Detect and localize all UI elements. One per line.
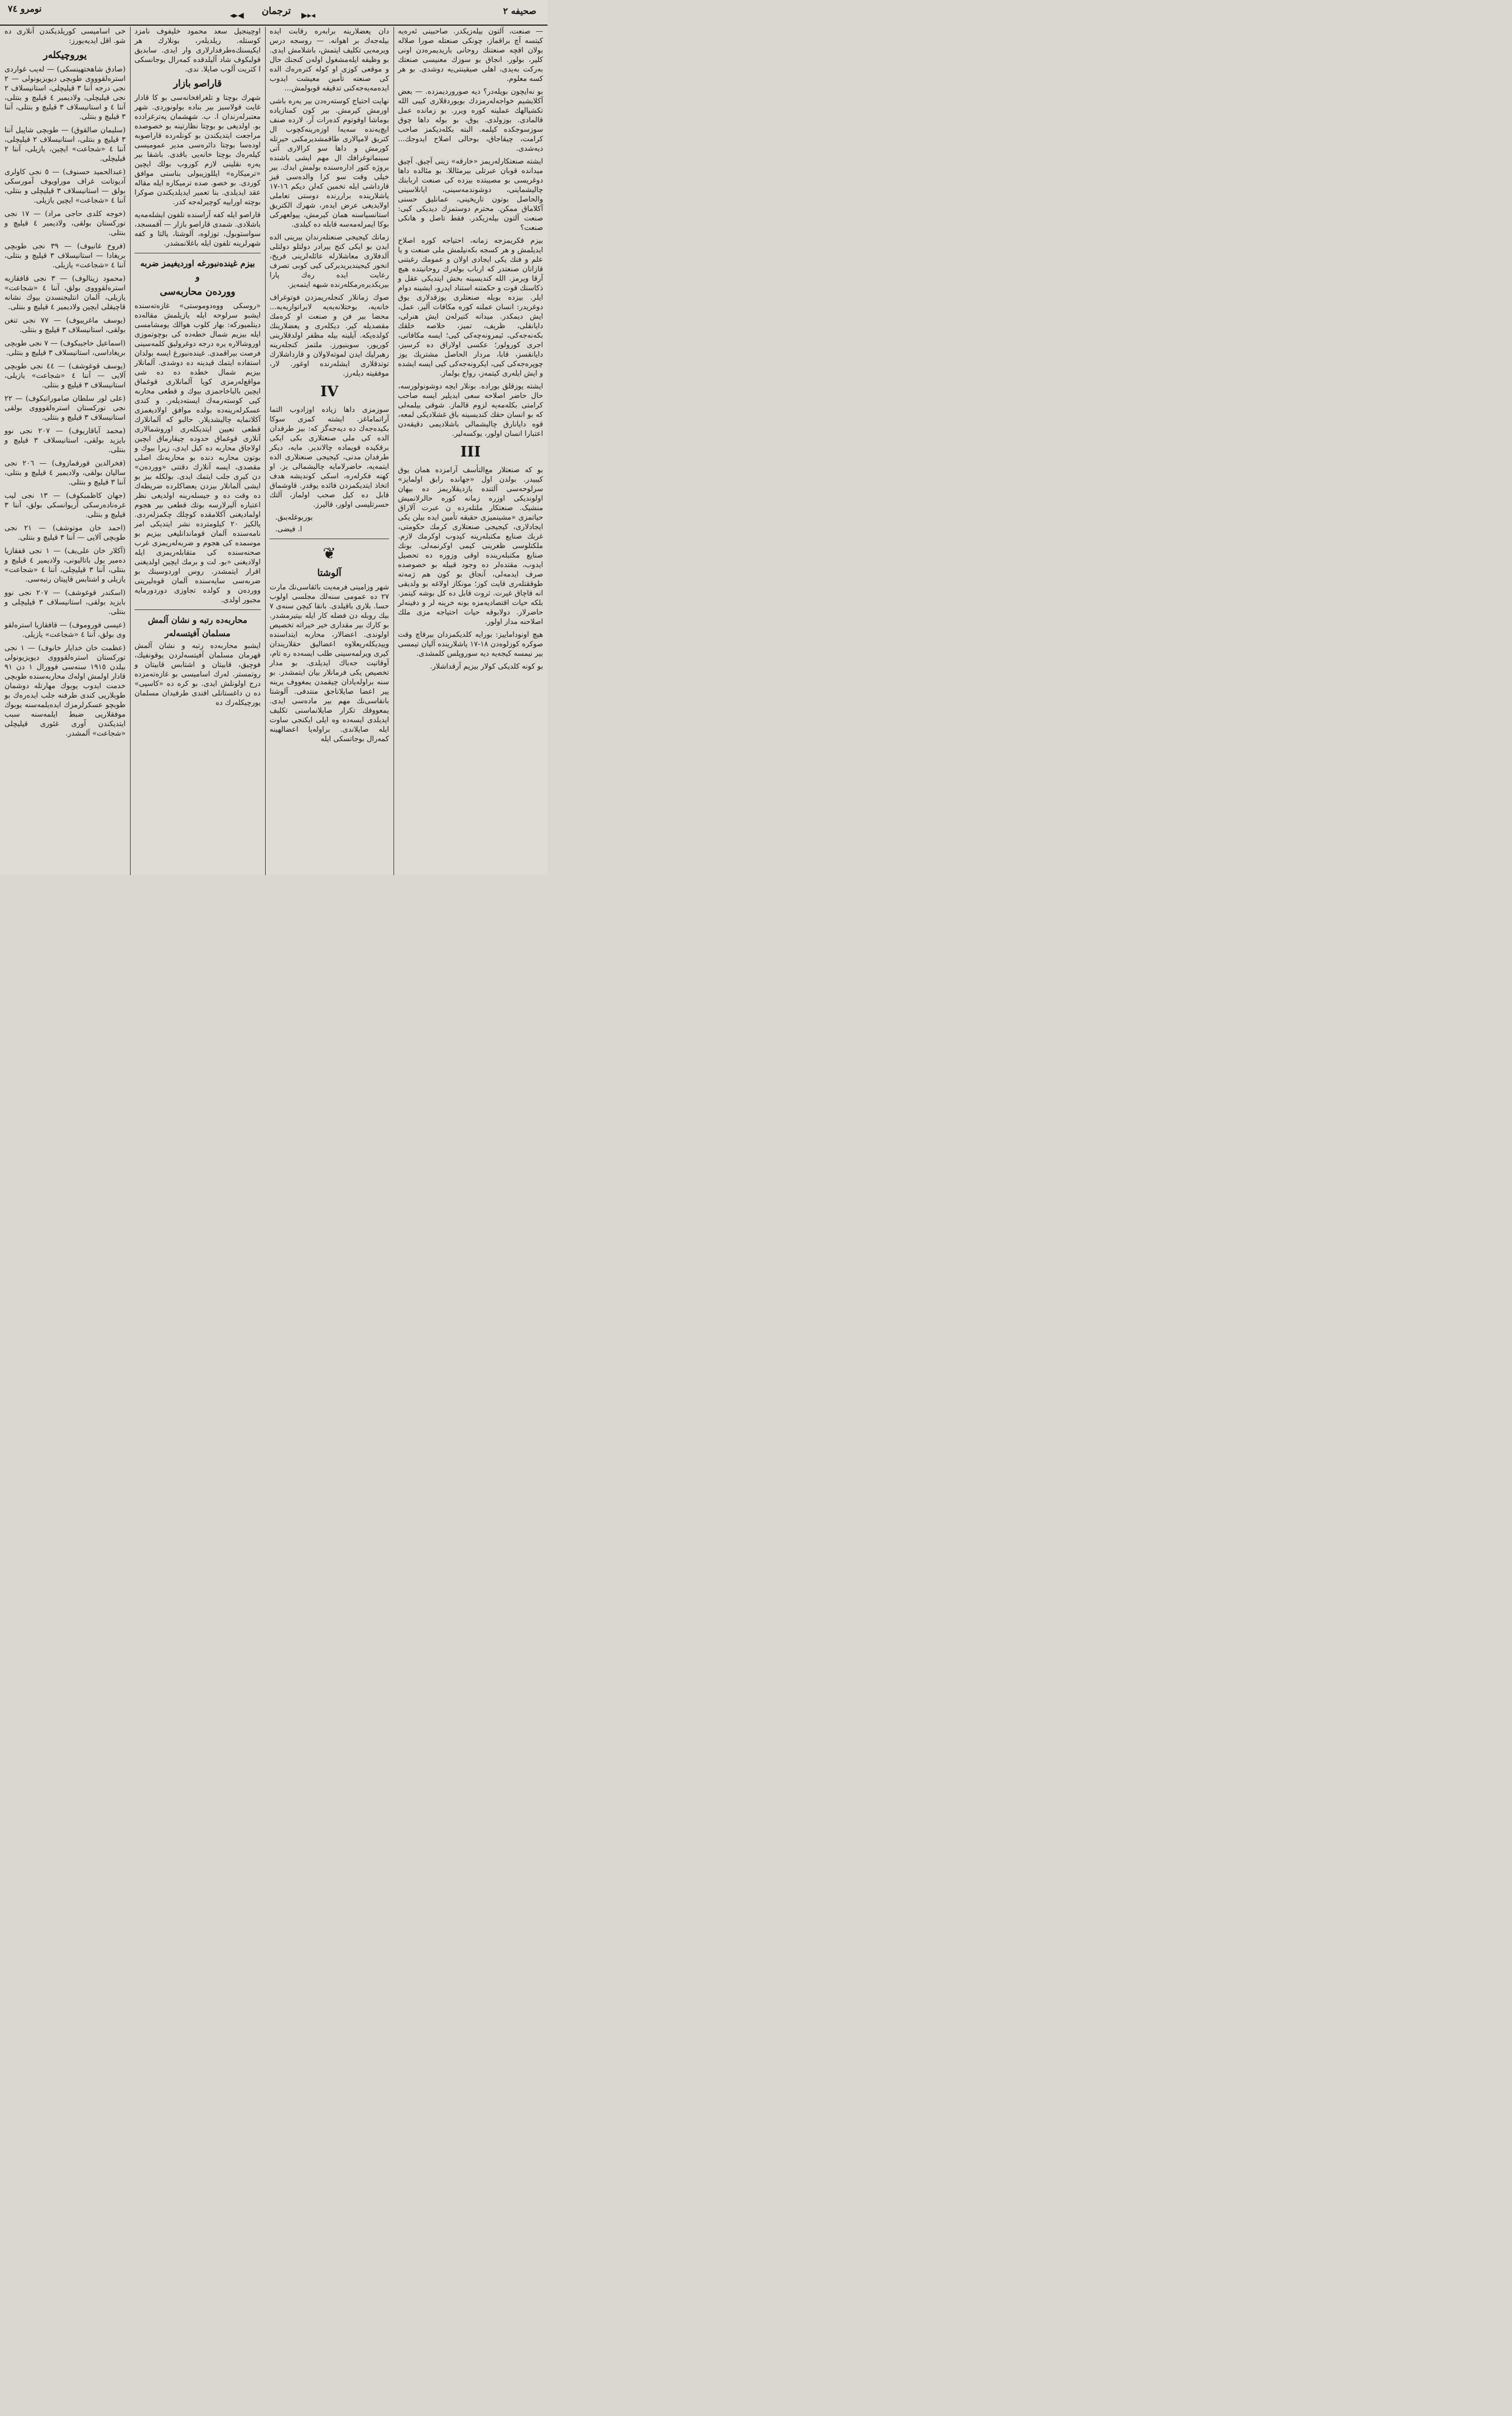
paragraph: ایشبو محاربه‌ده رتبه و نشان آلمش قهرمان مسلمان آفیتسەلردن یوقونفیك، فوچیق، قابیتان و اشتابس قابیتان و روتمستر. لەرك اسامیسی بو غازەتەمزده درج اولونلش ایدی. بو کره ده «کاسپی» ده ن داغستانلی افندی طرفیدان مسلمان یورچیکلەرك ده	[135, 642, 261, 707]
paragraph: نهایت احتیاج کوستەرەدن بیر یەرە باشی اورمش کیرمش. بیر کون کمنازیاده بوماشا اوقوتوم کدەرات آر. لارده صنف ایچ‌یەنده سه‌یەا اوزەرینه‌کچوب ال کتریق لامپالاری طاقمشدیرمکنی حیرتله کورمش و داها سو کرالاری آتی سینماتوغرافك ال مهم ایشی باشنده بروژه کتور ادارەسنده بولمش ایدك. بیر خیلی وقت سو کرا والدەسی قیز قارداشی ایله تخمین کەلن دیکم ۱٦-۱۷ یاشلاریندە براررنده دوستی تعاملی اولایدیغی عرض ایدەر، شهرك الکتریق استانسیاسنه همان کیرمش، ییولعهرکی بوکا ایمرلەمەسە قابله ده کیلدی.	[270, 97, 389, 229]
article-heading: یوروچیکلەر	[43, 50, 87, 61]
paragraph: خی اسامیسی کوریلدیکندن آنلاری ده شو. اقل ایدیه‌یورز:	[4, 27, 126, 45]
newspaper-title: ترجمان	[261, 6, 291, 17]
list-item: (یوسف ماغریبوف) — ۷۷ نجی تنغن بولقی، استانیسلاف ۳ قیلیچ و بنتلی.	[4, 316, 126, 334]
list-item: (اسکندر قوغوشف) — ۲۰۷ نجی نوو بایزید بولقی، استانیسلاف ۳ قیلیچلی و بنتلی.	[4, 589, 126, 616]
section-emblem-icon: ❦	[323, 544, 336, 563]
article-subheading: مسلمان آفیتسه‌لەر	[165, 628, 231, 638]
list-item: (جهان کاظمبکوف) — ۱۳ نجی لیب غرەنادەرسکی آریوانسکی بولق، آننا ۳ قیلیچ و بنتلی.	[4, 492, 126, 519]
column-4	[0, 27, 130, 875]
paragraph: بو کونه کلدیکی کولار بیزیم آرقداشلار.	[430, 662, 543, 671]
list-item: (فروخ غانیوف) — ۳۹ نجی طوبچی بریغادا — استانیسلاف ۳ قیلیچ و بنتلی، آننا ٤ «شجاعت» یازیلی.	[4, 242, 126, 270]
list-item: (سلیمان صالقوق) — طوبچی شاپیل آننا ۳ قیلیچ و بنتلی، استانیسلاف ۲ قیلیچلی، آننا ٤ «شجاعت» ایچین، یازیلی، آننا ۲ قیلیچلی.	[4, 126, 126, 163]
paragraph: صوك زمانلار کنجلەریمزدن فوتوغراف خانەیه، بوختلانەیه‌یه لابراتواریه‌یه... محضا بیر فن و صنعت او کرەمك مقصدیله کیر. دیکلەری و یعضلارینك کولدەیکە. آیلینه بیله مظفر اولدقلارینی کوریور، سوینیورز. ملتمز کنجلەرینه رهبرلیك ایدن لموته‌لاولان و قارداشلارك توتدقلاری ایشلەرنده اوغور. لار، موفقیته دیلەرز.	[270, 294, 389, 378]
article-heading: قاراصو بازار	[173, 78, 222, 89]
list-item: (فخرالدین قورقمازوف) — ۲۰٦ نجی سالیان بولقی، ولادیمیر ٤ قیلیچ و بنتلی، آننا ۳ قیلیچ و بنتلی.	[4, 459, 126, 487]
article-heading-conjunction: و	[195, 272, 200, 282]
paragraph: — صنعت، آلتون بیلەزیکدر. صاحبینی ئەرەیە کیتسە آچ براقماز، چونکی صنعتلە صورا صلالە بولان اقچه صنعتنك روحانی باریدیمرەدن اونی کلیر، بولور. انجاق بو سوزك معنیسی صنعتك بەرکت بەیدی، اهلی صیقینتی‌یه دوشدی. بو هر کسه معلوم.	[398, 27, 543, 83]
masthead	[0, 0, 548, 25]
column-3	[130, 27, 265, 875]
issue-number: نومرو ۷٤	[8, 3, 42, 14]
article-heading: آلوشتا	[317, 568, 342, 579]
list-item: (عبدالحمید حسنوف) — ٥ نجی کاولری آدیوتانت غراف موراویوف آمورسکی بولق — استانیسلاف ۳ قیلیچلی و بنتلی، آننا ٤ «شجاعت» ایچین یازیلی.	[4, 168, 126, 205]
paragraph: قاراصو ایله کفه آراسنده تلفون ایشلەمەیه باشلادی. شمدی قاراصو بازار — آقمسجد، سواستوبول، توزلوه، آلوشتا، یالتا و کفه شهرلرینه تلفون ایله باغلانمشدر.	[135, 211, 261, 248]
page-label: صحیفه ۲	[503, 6, 536, 16]
list-item: (اسماعیل حاجیبکوف) — ۷ نجی طوبچی بریغاداسی، استانیسلاف ۳ قیلیچ و بنتلی.	[4, 339, 126, 357]
signature-name: ا. فیضی.	[275, 525, 303, 534]
paragraph: «روسکی ووەدوموستی» غازه‌تەسنده ایشبو سرلوحه ایله یازیلمش مقاله‌ده دینلمیورکه: بهار کلوب هوالك یومشامسی ایله بیزیم شمال خطه‌ده کی بوچوتموزی اوروشالاره یره درجه دوغرولیق کلمه‌سینی فرصت بیراقمدی. غیندەنبورغ ایسه بولدان استفاده ایتمك قیدینه ده دوشدی. آلمانلار بیزیم شمال خطده ده ده شی مواقع‌لەرمزی کویا آلمانلاری قوغماق ایچین بالباخاجمزی بیوك و قطعی محاربه کیی کوستەرمه‌ك ایسته‌دیلەر. و کندی عسکرلەرینه‌ده بولده موافق اولادیغمزی آکلاتمایه چالیشدیلار. حالبو که آلمانلارك قطعی تعیین ایتدیکلەری اوروشمالاری آنلاری قوغماق حدوده چیقارماق ایچین اولاجاق محاربه ده کیل ایدی، زیرا بیوك و بوتون محاربه دنده بو محاربه‌نك اصلی مقصدی، ایسه آنلارك دقتنی «ووردەن» دن کیری جلب ایتمك ایدی. بولکله بیز بو ایشی آلمانلار بیزدن یعضاکلرده ضریطه‌ك ده وقت ده و جیسلەرینه اولدیغی نظر اعتبارە آلیرلارسه بوتك قطعی بیر هجوم اولمادیغنی آکلامقده کوچلك چکمزلەردی. یالکیز ۲۰ کیلومترده نشر ایتدیکی امر نامەسنده آلمان قوماندانلیغی بیزیم بو موسمده کی هجوم و ضربه‌لەریمزی غرب صحنه‌سنده کی متقابلەریمزی ایله اولادیغنی «بو. لت و برمك ایچین اولدیغنی اقرار ایتمشدر. روس اوردوسینك بو ضربەسی سایه‌سنده آلمان قوەلیرینی ووردەن و کولده تجاوزی دوردورمایه مجبور اولدی.	[135, 302, 261, 604]
column-divider	[130, 27, 131, 875]
list-item: (عیسی قوروموف) — قافقازیا استرەلقو وی بولق، آننا ٤ «شجاعت» یازیلی.	[4, 621, 126, 639]
paragraph: هیچ اونوداماییز: بورایه کلدیکمزدان بیرقاچ وقت صوکره کوزلوەدن ۱۸-۱۷ یاشلارینده آلیان تیمسی بیر نیمسه کیجه‌یه دیه سوروپلس کلمشدی.	[398, 631, 544, 658]
paragraph: زمانك کیجیجی صنعتلەرندان بیرینی الده ایدن بو ایکی کنج بیرادر دولتلو دولتلی آلدفلاری معاشلارلە عائلەلرینی فریخ، انخور کیجیندیریدیرکی کیی کوبی تصرف رعایت ایده رەك پارا بیریکدیرەرمكلەرنده شبهه ایتمەیز.	[270, 233, 389, 289]
paragraph: شهرك بوچتا و تلغرافخانەسی بو کا قادار غایت قولاسیز بیر بناده بولونوردی. شهر معتبرلەرندان ا. ب. شهشمان پەترغرادده بو. اولدیغی بو بوچتا نظارتینه بو خصوصده مراجعت ایتدیکندن بو کونلەرده قاراصوبه اودەسا بوچتا دائرەسی مدیر عمومیسی کیله‌رەك بوچتا خانەیی باقدی. باشقا بیر یەرە نقلینی لازم کوروب بولك ایچین «ترمیکاره» ایللوزیبولی بناسنی موافق کوردی. بو خصو. صده ترمیکاره ایله مقاله عقد ایدیلدی. بنا تعمیر ایدیلدیکندن صوکرا بوچته اوراییه کوچیرلەجه کدر.	[135, 94, 261, 206]
section-numeral: IV	[320, 383, 339, 400]
list-item: (یوسف قوغوشف) — ٤٤ نجی طوبچی آلایی — آننا ٤ «شجاعت» یازیلی، استانیسلاف ۳ قیلیچ و بنتلی.	[4, 362, 126, 390]
ornament-right-icon: ◂▸▶	[301, 11, 315, 20]
list-item: (آکلار خان علی‌یف) — ۱ نجی قفقازیا دەمیر یول باتالیونی، ولادیمیر ٤ قیلیچ و بنتلی، آننا ۳ قیلیچلی، آننا ٤ «شجاعت» یازیلی و اشتابس قاپیتان رتبه‌سی.	[4, 547, 126, 584]
list-item: (صادق شاهختهینسکی) — لەیب غواردی استرەلقوووی طوبچی دیویزیونولی — ۲ نجی درجه آننا ۳ قیلیچلی، استانیسلاف ۲ نجی قیلیچلی، ولادیمیر ٤ قیلیچ و بنتلی، آننا ٤ و استانیسلاف ۳ قیلیچ و بنتلی، آننا ۳ قیلیچ و بنتلی.	[4, 65, 126, 121]
masthead-rule	[0, 25, 548, 26]
paragraph: بو نه‌ایچون بویلەدر؟ دیە صوروردیمزده. — بعض آکلایشیم خواجه‌لەرمزدك بویوردقلاری کیبی الله تکشیالهك عملینه کوره ویرر. بو زمانده عمل قالمادی. بوزولدی. یوق، بو بولە داها چوق سوزسوجكده کیلمه. البته بکلەدیکمز صاحب کرامت، چیقاجاق، بوحالی اصلاح ایدوجك... دیەشدی.	[398, 88, 543, 153]
list-item: (علی لور سلطان صاموراتبکوف) — ۲۲ نجی تورکستان استرەلقوووی بولقی استانیسلاف ۳ قیلیچ و بنتلی.	[4, 395, 126, 422]
paragraph: دان یعضلارینه برابەره رقابت ایدە بیلەجەك بر اهوانه. — روسجه درس ویرمەیی تکلیف ایتمش، باشلامش ایدی. بو وظیفه ایلەمشغول اولەن کنجنك حال و موقعی کوزی او کولە کترەرەك الده کی صنعته تأمین معیشت ایدوب ایدەمەیەجەکنی تدقیقه قوبولمش...	[270, 27, 389, 93]
list-item: (خوجه کلدی حاجی مراد) — ۱۷ نجی تورکستان بولقی، ولادیمیر ٤ قیلیچ و بنتلی.	[4, 210, 126, 237]
paragraph: سوزمزی داها زیاده اوزادوب التما آراتماماغز. ایشته کمزی سوکا بکیدەجەك ده دیەجەگز که: بیز طرفدان الده کی ملی صنعتلاری بکی ایکی برقکیده قویماده چالاندیر. مایه، دیکر طرفدان مدنی، کیجیجی صنعتلاری الده ایتمەیه، حاضرلامایه چالیشمالی یز. او کهنه فکرلەره، اسکی کوندیشه هدف اتخاذ ایتدیکمزدن فائده یوقدر. قاوشماق قابل ده کیل صحب اولماز، آلتك حسرتلیسی اولور، قالیرز.	[270, 406, 389, 509]
list-item: (محمود زینالوف) — ۳ نجی قافقازیه استرەلقوووی بولق، آننا ٤ «شجاعت» یازیلی، آلمان انتلیجنسدن بیوك نشانه قاچیقلی ایچین ولادیمیر ٤ قیلیچ و بنتلی.	[4, 275, 126, 311]
paragraph: شهر وزامینی فرمەیت بائقاسی‌نك مارت ۲۷ ده عمومی سنەلك مجلسی اولوب حسا. بلاری باقیلدی. بانقا کیچن سنەی ۷ بیك روبله دن فضله کار ایله بیتیرمشدر. بو کارك بیر مقداری خیر خیراته تخصیص اولوندی. اعضالار، محاربه ایتداسندە وییدیکلەریعلاوه اعضالیق حقلاریندان کیری ویرلمه‌سینی طلب ایسەدە ره تام، آوقاتیت جەباك ایدیلدی. بو مدار تخصیص یکی فرمانلار بیان ایتمشدر. بو سنه براولەیادان چیقمدن یمغووف یرینه ییر اعضا صایلاناجق منتدفی. آلوشتا بانقاسی‌نك مهم بیر مادەسی ایدی. یمعووفك تکرار صایلانماسنی تکلیف ایدیلدی ایسه‌ده وه ایلی ایکنجی ساوت ایله صایلاندی. براولەیا اعضالهینه کمەرال بوجاتسکی ایله	[270, 583, 389, 743]
paragraph: بیزم فکریمزجه زمانه، احتیاجه کوره اصلاح ایدیلمش و هر کسجه بکەنیلمش ملی صنعت و یا علم و فنك یکی ایجادی اولان و عمومك رغبتنی قازانان صنعتدر که ارباب بولەرك روحانیتده هیچ آرقا ویرمز. الله کندیسینه بخش ایتدیکی عقل و ذکاسنك قوت و حکمتنه استناد ایدرو، ایشینه دوام ایلر. بیزده بویله صنعتلری یوزقدلارى یوق دوغریدر: انسان عملنه کوره مکافات آلیر، عمل، ایش دیمکدر. میدانه کتیرلەن ایش هنرلی، دایانقلی، ظریف، تمیز، خلاصه خلقك بکەنەجەکی، ئیمرونەچەکی کیی؛ ایسه مکافاتی، اجری کورولور؛ عکسی اولاراق ده کرسیز، دایانقسز، قابا، مردار الحاصل مشتریك یوز چوپرەجەکی کیی، ایکرونەجەکی کیی ایسه ایشده و ایش ایلەری کیتمەز، رواج بولماز.	[398, 237, 543, 378]
ornament-left-icon: ◀▸◂	[230, 11, 244, 20]
column-1	[393, 27, 548, 875]
section-numeral: III	[460, 444, 481, 460]
list-item: (احمد خان موتوشف) — ۲۱ نجی طوبچی آلایی — آننا ۳ قیلیچ و بنتلی.	[4, 524, 126, 542]
article-heading: بیزم غیندەنبورغه اوردیغیمز ضربه	[140, 258, 255, 268]
paragraph: بو که صنعتلار مع‌التأسف آرامزده همان یوق کیبیدر. بولدن اول «جهانده رابق اولمایز» سرلوحەسی آلتنده یازدیقلاریمز ده بیهان اولوندیکی اوزره زمانه کوره حالرلانمیش منشیک. صنعتکار ملتلەرده ن عبرت آلاراق حیاتمزی «مشینمیزی حقیقه تأمین ایده بیلن یکی ایجادلاری، کیجیجی صنعتلاری کرمك حکومتی، غربك صنایع مکتبلەرینه کیدوب اوکرمك لازم. ملکتلوسی ظغرینی کیمی اوکرنمەلی. بونك صنایع مکتبلەرینده اوقی وزوره ده تحصیل ایدوب، مقتدەلر ده وجود قبیله بو خصوصده صرف ایدمەلی، آنجاق بو کون هم ژمەتە طوققتلەری قایت کوز؛ مونکاز اولاغه بو ولدیقی انه قاچاق غیرت. ثروت قابل ده کل بوشه کیتمز. بلکه حیات اقتصادیەمزه بونه خرینه لر و دفینه‌لر حاضرلار. دولابوقه حیات احتیاجه مزی ملك اصلاحنه مدار اولور.	[398, 466, 543, 626]
divider	[135, 609, 261, 610]
column-divider	[393, 27, 394, 875]
signature-place: بوربوغلەبىق.	[275, 513, 313, 522]
article-heading: محاربه‌ده رتبه و نشان آلمش	[147, 615, 248, 625]
paragraph: اوچینجیل سعد محمود خلیفوف نامزد کوستله. ریلدیلەر، بونلارك هر ایکیسنك‌ه‌طرفدارلاری وار ایدی. سابدیق قولبکوف شاد آلیلدقده کمەرال بوجانسکی ا کثریت آلوب صایلا. ندی.	[135, 27, 261, 74]
list-item: (عظمت خان خدایار خانوف) — ۱ نجی تورکستان استرەلقوووی دیویزیونولی بیلدن ۱۹۱٥ سنه‌سی فوورال ۱ دن ۹۱ قادار اولمش اولەك محاربه‌سنده طوبچی خدمت ایدوب یوبوك مهارتله دوشمان طوبلاریی کندی طرفنه جلب ایدەرەك بو طوبچو عسکرلرمزك ایدەیلمه‌سنه یوبوك موفقلاریی ضبط ایلمه‌سنه سبب ایتدیکندن آوری غئوری قیلیچلی «شجاعت» آلمشدر.	[4, 644, 126, 738]
newspaper-page	[0, 0, 548, 875]
column-2	[265, 27, 393, 875]
paragraph: ایشته یوزقلق بوراده. بونلار ایچه دوشونولورسه، حال حاضر اصلاحه سعی ایدیلیر ایسه صاحب کرامتی بکله‌مه‌یه لزوم قالماز. شوقی بیلمەلی که بو انسان حقك کندیسینه باق غشلادیکی لمعه، قوه دایانارق چالیشمالی باشلادیمی دقیقەدن اعتبارا انسان اولور، یوکسەلیر.	[398, 382, 543, 438]
paragraph: ایشته صنعتکارلەریمز «خارقه» زینی آچیق. آچیق میدانده قوبان عبرتلی بیرمئاللا. بو مئالده داها دوغریسی بو مصیبتده بیزده کی صنعت اربابنك چالیشماینی، دوشوندمەسینی، ایانلاسینی والحاصل بوتون تاریخینی، عمانلیق حسنی آکلاماق ممکن. محترم دوستمزك دیدیکی کیی: صنعت آلتون بیلەزیکدر. فقط تاصل و هانکی صنعت؟	[398, 157, 543, 232]
article-heading: ووردەن محاربەسی	[160, 286, 236, 297]
list-item: (محمد آباقاریوف) — ۲۰۷ نجی نوو بایزید بولقی، استانیسلاف ۳ قیلیچ و بنتلی.	[4, 427, 126, 454]
column-divider	[265, 27, 266, 875]
